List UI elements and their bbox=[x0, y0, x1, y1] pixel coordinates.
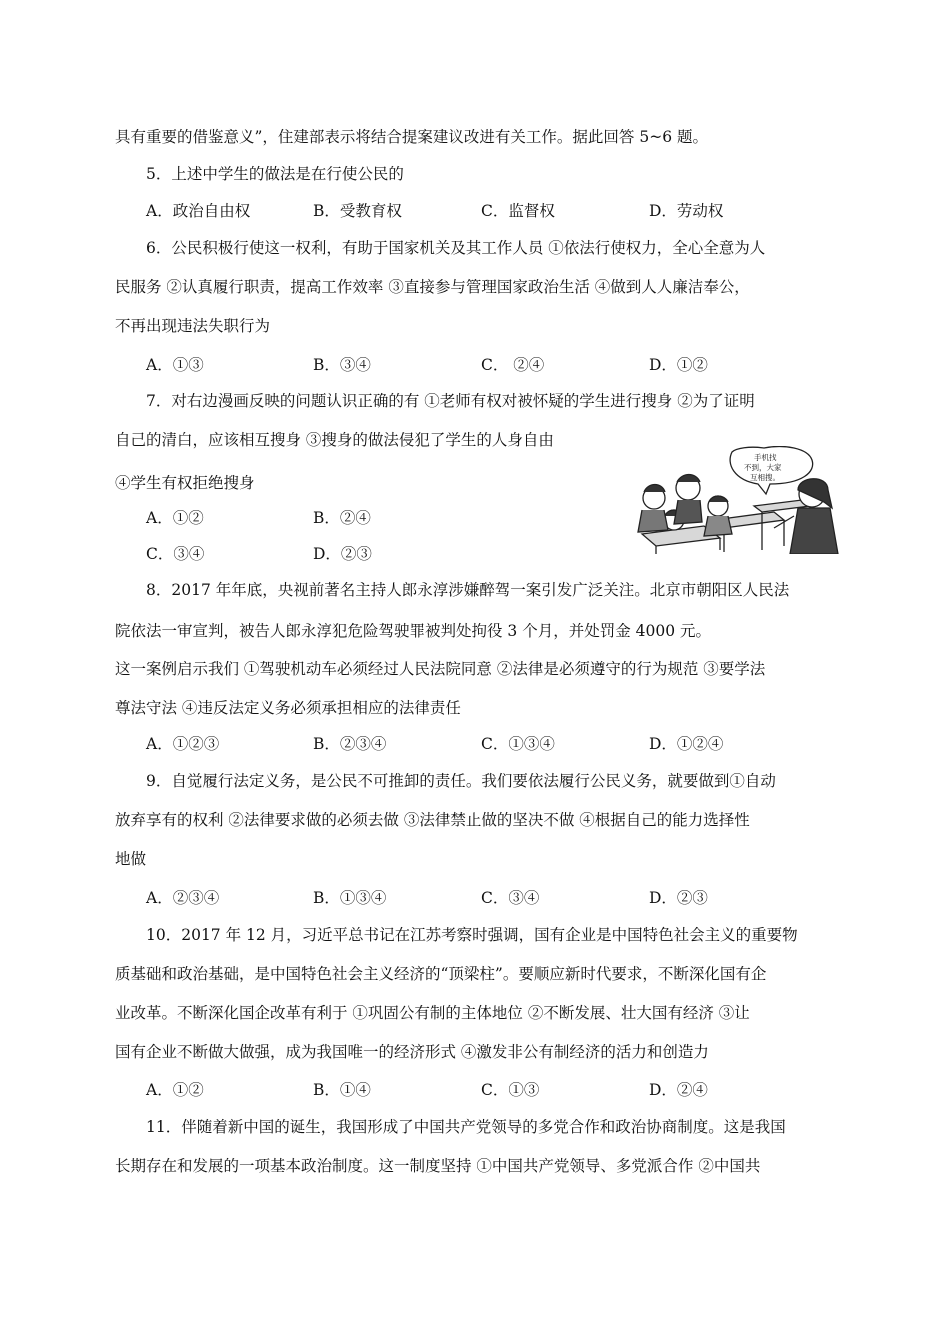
text-line: 自己的清白，应该相互搜身 ③搜身的做法侵犯了学生的人身自由 bbox=[115, 431, 554, 449]
text-line: 业改革。不断深化国企改革有利于 ①巩固公有制的主体地位 ②不断发展、壮大国有经济 ③让 bbox=[115, 1004, 750, 1022]
text-line: 地做 bbox=[115, 850, 147, 868]
option-7a: A．①② bbox=[146, 509, 204, 527]
option-5c: C．监督权 bbox=[481, 202, 555, 220]
text-line: 质基础和政治基础，是中国特色社会主义经济的“顶梁柱”。要顺应新时代要求，不断深化国有企 bbox=[115, 965, 767, 983]
option-7c: C．③④ bbox=[146, 545, 205, 563]
question-6: 6．公民积极行使这一权利，有助于国家机关及其工作人员 ①依法行使权力，全心全意为人 bbox=[146, 239, 766, 257]
question-5: 5．上述中学生的做法是在行使公民的 bbox=[146, 165, 404, 183]
option-9a: A．②③④ bbox=[146, 889, 220, 907]
option-8d: D．①②④ bbox=[649, 735, 724, 753]
option-8b: B．②③④ bbox=[313, 735, 387, 753]
option-5b: B．受教育权 bbox=[313, 202, 402, 220]
text-line: ④学生有权拒绝搜身 bbox=[115, 474, 255, 492]
question-11: 11．伴随着新中国的诞生，我国形成了中国共产党领导的多党合作和政治协商制度。这是我国 bbox=[146, 1118, 786, 1136]
text-line: 国有企业不断做大做强，成为我国唯一的经济形式 ④激发非公有制经济的活力和创造力 bbox=[115, 1043, 709, 1061]
cartoon-illustration bbox=[634, 446, 844, 554]
option-6b: B．③④ bbox=[313, 356, 371, 374]
question-9: 9．自觉履行法定义务，是公民不可推卸的责任。我们要依法履行公民义务，就要做到①自动 bbox=[146, 772, 776, 790]
option-6a: A．①③ bbox=[146, 356, 204, 374]
text-line: 民服务 ②认真履行职责，提高工作效率 ③直接参与管理国家政治生活 ④做到人人廉洁奉公， bbox=[115, 278, 750, 296]
text-line: 院依法一审宣判，被告人郎永淳犯危险驾驶罪被判处拘役 3 个月，并处罚金 4000 元。 bbox=[115, 622, 712, 640]
text-line: 长期存在和发展的一项基本政治制度。这一制度坚持 ①中国共产党领导、多党派合作 ②中国共 bbox=[115, 1157, 761, 1175]
option-6d: D．①② bbox=[649, 356, 708, 374]
option-10d: D．②④ bbox=[649, 1081, 708, 1099]
text-line: 放弃享有的权利 ②法律要求做的必须去做 ③法律禁止做的坚决不做 ④根据自己的能力选择性 bbox=[115, 811, 750, 829]
option-7d: D．②③ bbox=[313, 545, 372, 563]
option-9c: C．③④ bbox=[481, 889, 540, 907]
question-8: 8．2017 年年底，央视前著名主持人郎永淳涉嫌醉驾一案引发广泛关注。北京市朝阳区人民法 bbox=[146, 581, 790, 599]
option-9d: D．②③ bbox=[649, 889, 708, 907]
option-8a: A．①②③ bbox=[146, 735, 220, 753]
option-8c: C．①③④ bbox=[481, 735, 555, 753]
question-10: 10．2017 年 12 月，习近平总书记在江苏考察时强调，国有企业是中国特色社会主义的重要物 bbox=[146, 926, 798, 944]
bubble-line-1: 手机找 bbox=[754, 453, 777, 462]
text-line: 不再出现违法失职行为 bbox=[115, 317, 271, 335]
option-9b: B．①③④ bbox=[313, 889, 387, 907]
bubble-line-3: 互相搜。 bbox=[750, 473, 780, 482]
bubble-line-2: 不到，大家 bbox=[744, 463, 782, 472]
option-5a: A．政治自由权 bbox=[146, 202, 251, 220]
option-7b: B．②④ bbox=[313, 509, 371, 527]
text-line: 具有重要的借鉴意义”，住建部表示将结合提案建议改进有关工作。据此回答 5~6 题。 bbox=[115, 128, 708, 146]
option-10b: B．①④ bbox=[313, 1081, 371, 1099]
question-7: 7．对右边漫画反映的问题认识正确的有 ①老师有权对被怀疑的学生进行搜身 ②为了证明 bbox=[146, 392, 755, 410]
option-10c: C．①③ bbox=[481, 1081, 540, 1099]
option-5d: D．劳动权 bbox=[649, 202, 724, 220]
text-line: 这一案例启示我们 ①驾驶机动车必须经过人民法院同意 ②法律是必须遵守的行为规范 ③要学法 bbox=[115, 660, 766, 678]
option-6c: C． ②④ bbox=[481, 356, 545, 374]
text-line: 尊法守法 ④违反法定义务必须承担相应的法律责任 bbox=[115, 699, 461, 717]
option-10a: A．①② bbox=[146, 1081, 204, 1099]
